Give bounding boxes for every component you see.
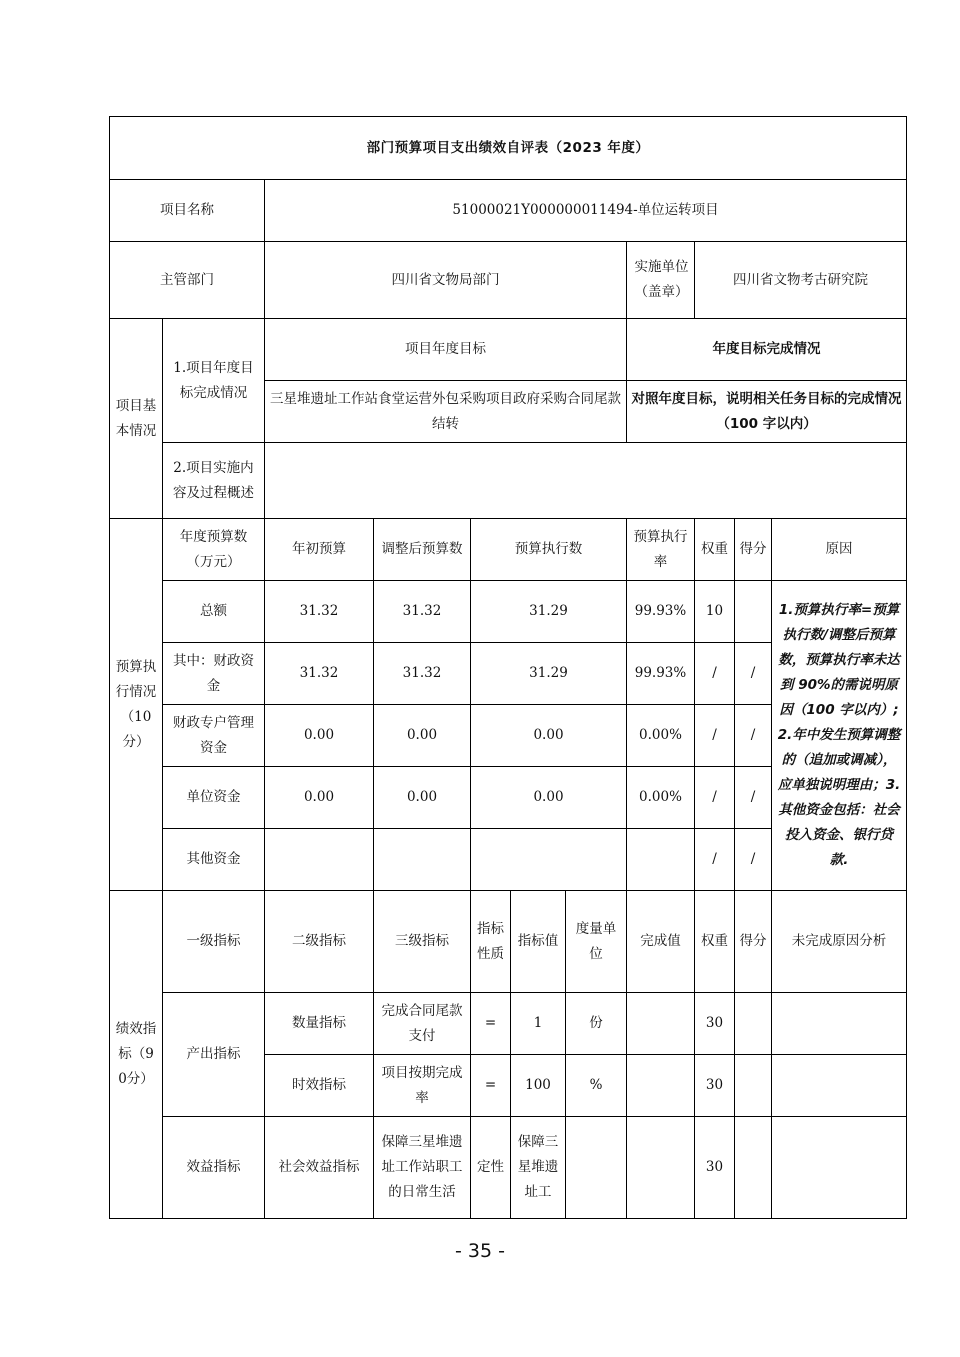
budget-adjusted-cell: 31.32	[374, 643, 471, 705]
budget-initial-cell: 31.32	[265, 581, 374, 643]
done-cell	[627, 1117, 695, 1219]
budget-adjusted-cell: 31.32	[374, 581, 471, 643]
level1-header: 一级指标	[163, 891, 265, 993]
incomplete-analysis-header: 未完成原因分析	[772, 891, 907, 993]
budget-row-label: 其中：财政资金	[163, 643, 265, 705]
value-cell: 100	[511, 1055, 566, 1117]
indicator-nature-header: 指标性质	[471, 891, 511, 993]
budget-score-cell: /	[735, 829, 772, 891]
goal-completion-header: 年度目标完成情况	[627, 319, 907, 381]
budget-initial-cell: 0.00	[265, 767, 374, 829]
weight-cell: 30	[695, 1055, 735, 1117]
budget-adjusted-cell: 0.00	[374, 705, 471, 767]
budget-rate-cell	[627, 829, 695, 891]
measure-unit-header: 度量单位	[566, 891, 627, 993]
budget-row-label: 总额	[163, 581, 265, 643]
budget-initial-cell: 0.00	[265, 705, 374, 767]
budget-weight-cell: /	[695, 767, 735, 829]
implementing-unit-value: 四川省文物考古研究院	[695, 242, 907, 319]
performance-section-label: 绩效指标（90分）	[110, 891, 163, 1219]
budget-adjusted-cell: 0.00	[374, 767, 471, 829]
budget-score-cell: /	[735, 767, 772, 829]
budget-weight-cell: /	[695, 829, 735, 891]
level2-cell: 数量指标	[265, 993, 374, 1055]
completed-value-header: 完成值	[627, 891, 695, 993]
process-overview-value	[265, 443, 907, 519]
value-cell: 保障三星堆遗址工	[511, 1117, 566, 1219]
nature-cell: =	[471, 1055, 511, 1117]
goal-completion-label: 1.项目年度目标完成情况	[163, 319, 265, 443]
project-name-label: 项目名称	[110, 180, 265, 242]
done-cell	[627, 1055, 695, 1117]
budget-rate-cell: 99.93%	[627, 581, 695, 643]
process-overview-label: 2.项目实施内容及过程概述	[163, 443, 265, 519]
table-row	[110, 581, 907, 643]
budget-rate-cell: 99.93%	[627, 643, 695, 705]
nature-cell: 定性	[471, 1117, 511, 1219]
initial-budget-header: 年初预算	[265, 519, 374, 581]
budget-weight-header: 权重	[695, 519, 735, 581]
department-value: 四川省文物局部门	[265, 242, 627, 319]
nature-cell: =	[471, 993, 511, 1055]
score-cell	[735, 1055, 772, 1117]
budget-initial-cell: 31.32	[265, 643, 374, 705]
budget-initial-cell	[265, 829, 374, 891]
level3-header: 三级指标	[374, 891, 471, 993]
budget-executed-cell: 0.00	[471, 767, 627, 829]
level3-cell: 保障三星堆遗址工作站职工的日常生活	[374, 1117, 471, 1219]
budget-executed-cell: 0.00	[471, 705, 627, 767]
done-cell	[627, 993, 695, 1055]
goal-completion-value: 对照年度目标，说明相关任务目标的完成情况（100 字以内）	[627, 381, 907, 443]
department-label: 主管部门	[110, 242, 265, 319]
budget-executed-cell: 31.29	[471, 581, 627, 643]
execution-rate-header: 预算执行率	[627, 519, 695, 581]
budget-row-label: 单位资金	[163, 767, 265, 829]
annual-goal-header: 项目年度目标	[265, 319, 627, 381]
budget-weight-cell: /	[695, 643, 735, 705]
level3-cell: 完成合同尾款支付	[374, 993, 471, 1055]
budget-executed-cell: 31.29	[471, 643, 627, 705]
level2-cell: 时效指标	[265, 1055, 374, 1117]
project-name-value: 51000021Y000000011494-单位运转项目	[265, 180, 907, 242]
budget-weight-cell: 10	[695, 581, 735, 643]
budget-score-header: 得分	[735, 519, 772, 581]
annual-goal-value: 三星堆遗址工作站食堂运营外包采购项目政府采购合同尾款结转	[265, 381, 627, 443]
basic-info-section-label: 项目基本情况	[110, 319, 163, 519]
unit-cell	[566, 1117, 627, 1219]
adjusted-budget-header: 调整后预算数	[374, 519, 471, 581]
perf-weight-header: 权重	[695, 891, 735, 993]
unit-cell: %	[566, 1055, 627, 1117]
executed-budget-header: 预算执行数	[471, 519, 627, 581]
budget-score-cell: /	[735, 705, 772, 767]
analysis-cell	[772, 1055, 907, 1117]
budget-reason-note: 1.预算执行率=预算执行数/调整后预算数，预算执行率未达到 90%的需说明原因（100 字以内）;2.年中发生预算调整的（追加或调减），应单独说明理由；3.其他资金包括：社会投入资金、银行贷款.	[772, 581, 907, 891]
budget-adjusted-cell	[374, 829, 471, 891]
level3-cell: 项目按期完成率	[374, 1055, 471, 1117]
value-cell: 1	[511, 993, 566, 1055]
budget-unit-header: 年度预算数（万元）	[163, 519, 265, 581]
level2-cell: 社会效益指标	[265, 1117, 374, 1219]
level2-header: 二级指标	[265, 891, 374, 993]
budget-row-label: 财政专户管理资金	[163, 705, 265, 767]
budget-row-label: 其他资金	[163, 829, 265, 891]
budget-weight-cell: /	[695, 705, 735, 767]
unit-cell: 份	[566, 993, 627, 1055]
page-number: - 35 -	[455, 1240, 505, 1262]
analysis-cell	[772, 1117, 907, 1219]
table-row	[110, 993, 907, 1055]
budget-score-cell	[735, 581, 772, 643]
table-row	[110, 1117, 907, 1219]
weight-cell: 30	[695, 993, 735, 1055]
output-indicator-label: 产出指标	[163, 993, 265, 1117]
analysis-cell	[772, 993, 907, 1055]
weight-cell: 30	[695, 1117, 735, 1219]
budget-score-cell: /	[735, 643, 772, 705]
perf-score-header: 得分	[735, 891, 772, 993]
table-title: 部门预算项目支出绩效自评表（2023 年度）	[110, 117, 907, 180]
implementing-unit-label: 实施单位（盖章）	[627, 242, 695, 319]
reason-header: 原因	[772, 519, 907, 581]
performance-evaluation-table	[109, 116, 907, 1219]
budget-executed-cell	[471, 829, 627, 891]
budget-rate-cell: 0.00%	[627, 705, 695, 767]
score-cell	[735, 993, 772, 1055]
indicator-value-header: 指标值	[511, 891, 566, 993]
score-cell	[735, 1117, 772, 1219]
benefit-indicator-label: 效益指标	[163, 1117, 265, 1219]
budget-rate-cell: 0.00%	[627, 767, 695, 829]
budget-section-label: 预算执行情况（10分）	[110, 519, 163, 891]
